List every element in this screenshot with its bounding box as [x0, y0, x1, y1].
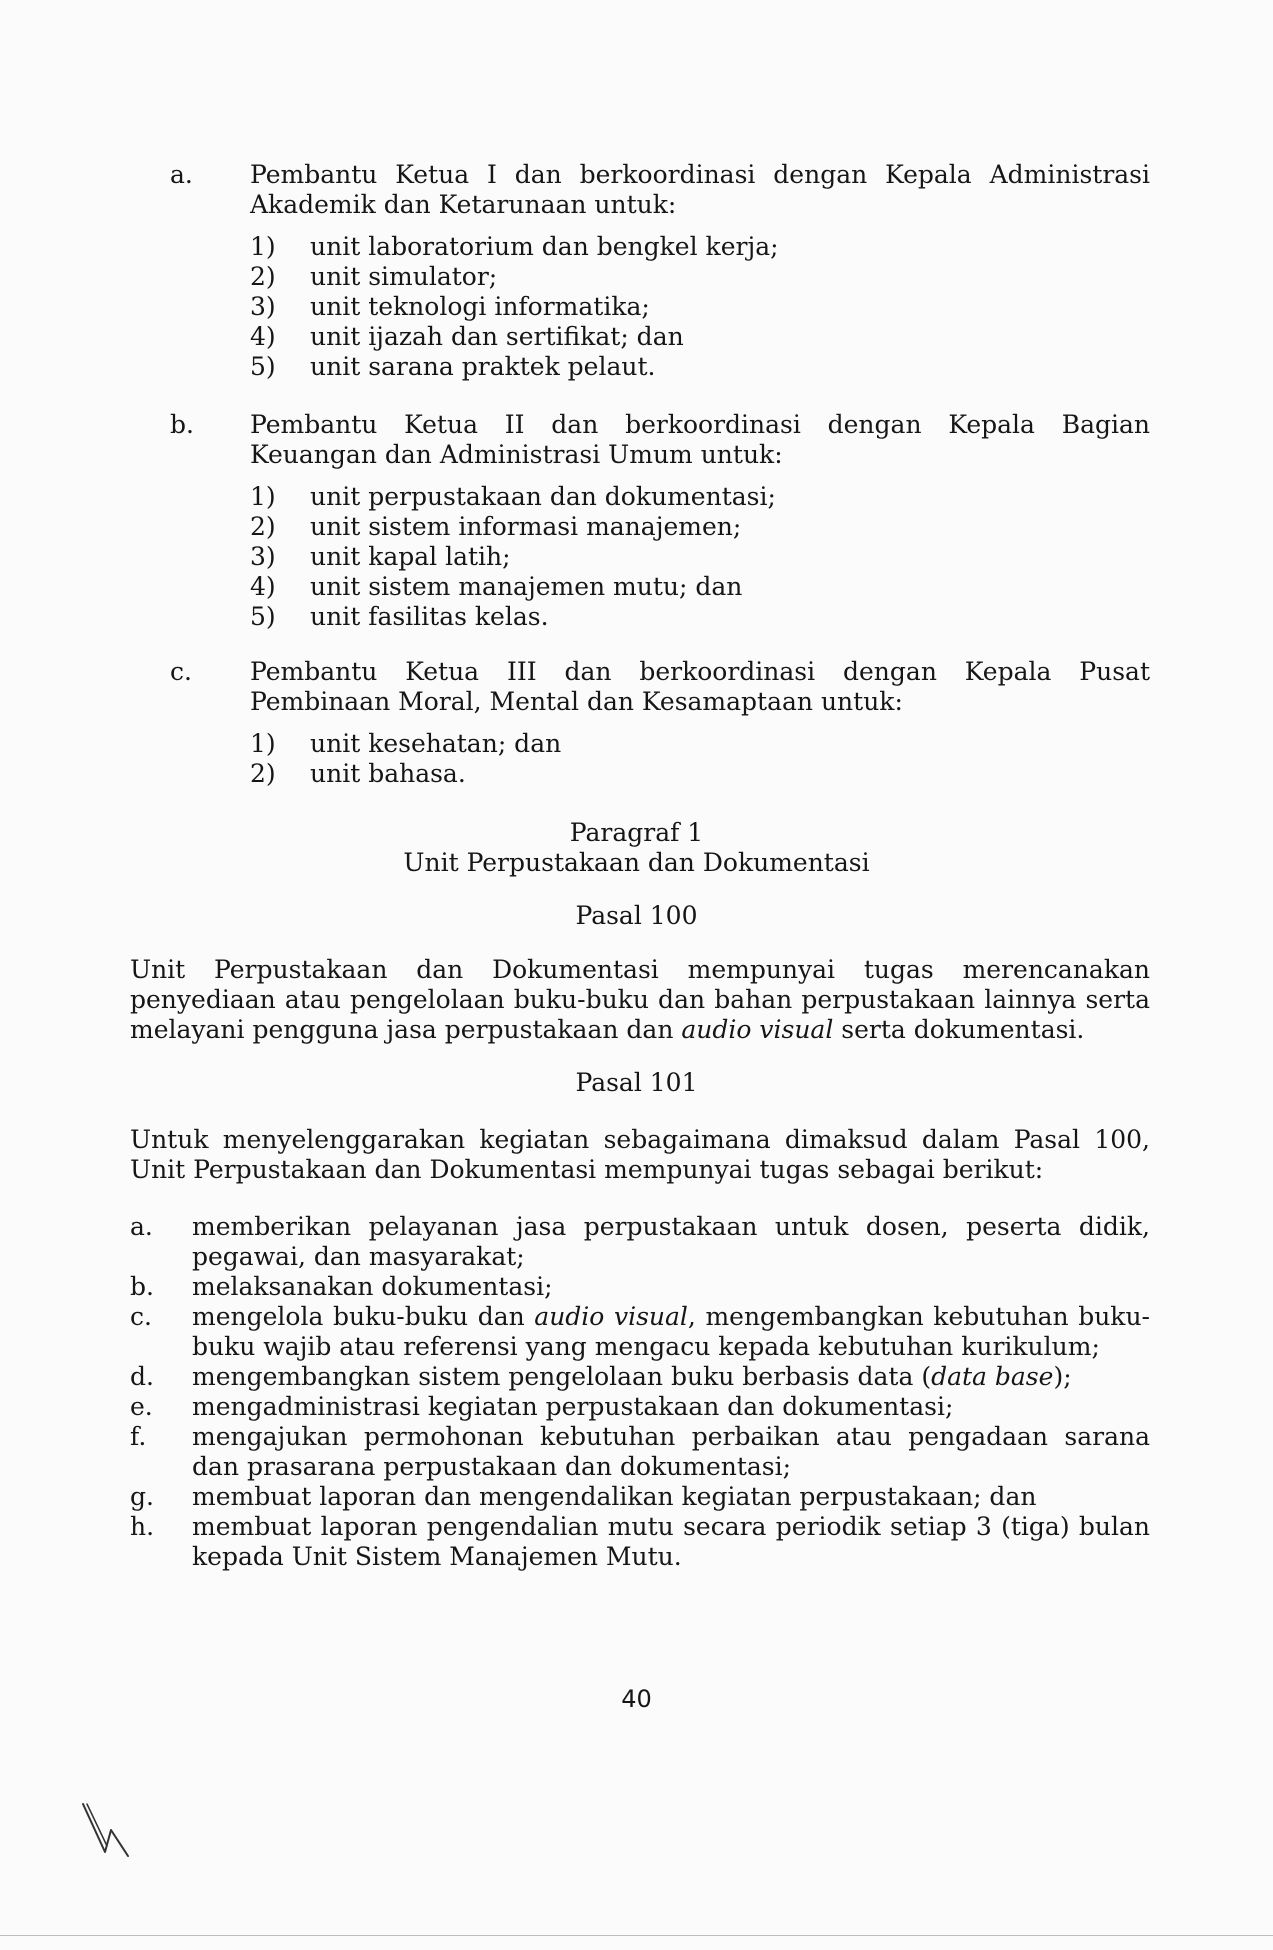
list-item — [130, 1212, 1150, 1272]
paragraf-heading: Paragraf 1 — [569, 818, 704, 847]
item-text: unit simulator; — [310, 262, 498, 291]
pasal-101-heading: Pasal 101 — [575, 1068, 698, 1097]
list-item — [130, 1482, 1150, 1512]
item-text: membuat laporan dan mengendalikan kegiatan perpustakaan; dan — [192, 1482, 1037, 1511]
list-item — [250, 542, 1150, 572]
item-text: unit fasilitas kelas. — [310, 602, 549, 631]
unit-list — [250, 232, 1150, 382]
list-item — [250, 729, 1150, 759]
item-text-part: ); — [1053, 1362, 1072, 1391]
item-letter: f. — [130, 1422, 147, 1451]
item-text: melaksanakan dokumentasi; — [192, 1272, 553, 1301]
item-text-part: , mengembangkan kebutuhan buku-buku wajib atau referensi yang mengacu kepada kebutuhan kurikulum; — [192, 1302, 1151, 1361]
section-label: c. — [170, 657, 192, 686]
item-text: mengajukan permohonan kebutuhan perbaikan atau pengadaan sarana dan prasarana perpustakaan dan dokumentasi; — [192, 1422, 1150, 1481]
item-number: 2) — [250, 759, 276, 788]
paragraf-title: Unit Perpustakaan dan Dokumentasi — [403, 848, 870, 877]
item-text: unit laboratorium dan bengkel kerja; — [310, 232, 779, 261]
list-item — [250, 759, 1150, 789]
item-text: unit teknologi informatika; — [310, 292, 650, 321]
item-number: 3) — [250, 542, 276, 571]
unit-list — [250, 482, 1150, 632]
pasal-101-intro: Untuk menyelenggarakan kegiatan sebagaimana dimaksud dalam Pasal 100, Unit Perpustakaan dan Dokumentasi mempunyai tugas sebagai berikut: — [130, 1125, 1150, 1184]
pasal-100-heading: Pasal 100 — [575, 901, 698, 930]
item-letter: c. — [130, 1302, 152, 1331]
item-text-italic: data base — [931, 1362, 1054, 1391]
item-letter: a. — [130, 1212, 153, 1241]
item-text: unit sarana praktek pelaut. — [310, 352, 656, 381]
pasal-100-text-part: Unit Perpustakaan dan Dokumentasi mempunyai tugas merencanakan penyediaan atau pengelolaan buku-buku dan bahan perpustakaan lainnya serta melayani pengguna jasa perpustakaan dan — [130, 955, 1150, 1044]
list-item — [250, 292, 1150, 322]
pasal-100-text-italic: audio visual — [681, 1015, 834, 1044]
list-item — [250, 572, 1150, 602]
list-item — [130, 1422, 1150, 1482]
item-letter: b. — [130, 1272, 154, 1301]
item-text: unit sistem informasi manajemen; — [310, 512, 742, 541]
item-letter: g. — [130, 1482, 154, 1511]
list-item — [250, 352, 1150, 382]
section-b — [170, 410, 1150, 632]
item-text: unit kesehatan; dan — [310, 729, 562, 758]
list-item — [250, 322, 1150, 352]
list-item — [250, 262, 1150, 292]
item-text: unit perpustakaan dan dokumentasi; — [310, 482, 776, 511]
page-number: 40 — [621, 1685, 652, 1713]
footer-divider — [0, 1935, 1273, 1936]
item-text-italic: audio visual — [534, 1302, 688, 1331]
section-label: b. — [170, 410, 194, 439]
list-item — [130, 1362, 1150, 1392]
list-item — [250, 602, 1150, 632]
item-number: 5) — [250, 602, 276, 631]
item-letter: h. — [130, 1512, 155, 1541]
unit-list — [250, 729, 1150, 789]
section-intro: Pembantu Ketua II dan berkoordinasi dengan Kepala Bagian Keuangan dan Administrasi Umum untuk: — [250, 410, 1150, 469]
list-item — [130, 1392, 1150, 1422]
item-number: 1) — [250, 482, 276, 511]
item-text-part: mengembangkan sistem pengelolaan buku berbasis data ( — [192, 1362, 932, 1391]
section-c — [170, 657, 1150, 789]
section-a — [170, 160, 1150, 382]
list-item — [130, 1512, 1150, 1572]
list-item — [130, 1272, 1150, 1302]
item-number: 1) — [250, 232, 276, 261]
item-text: unit bahasa. — [310, 759, 466, 788]
item-number: 2) — [250, 262, 276, 291]
item-text-part: mengelola buku-buku dan — [192, 1302, 535, 1331]
item-number: 1) — [250, 729, 276, 758]
item-number: 5) — [250, 352, 276, 381]
item-text: membuat laporan pengendalian mutu secara periodik setiap 3 (tiga) bulan kepada Unit Sistem Manajemen Mutu. — [192, 1512, 1150, 1571]
item-text: memberikan pelayanan jasa perpustakaan untuk dosen, peserta didik, pegawai, dan masyarakat; — [192, 1212, 1150, 1271]
pasal-100-text-part: serta dokumentasi. — [833, 1015, 1085, 1044]
handwritten-initial-icon — [78, 1800, 138, 1860]
list-item — [250, 232, 1150, 262]
section-label: a. — [170, 160, 193, 189]
item-text: unit sistem manajemen mutu; dan — [310, 572, 743, 601]
section-intro: Pembantu Ketua III dan berkoordinasi dengan Kepala Pusat Pembinaan Moral, Mental dan Kesamaptaan untuk: — [250, 657, 1150, 716]
item-text: mengadministrasi kegiatan perpustakaan dan dokumentasi; — [192, 1392, 954, 1421]
section-intro: Pembantu Ketua I dan berkoordinasi dengan Kepala Administrasi Akademik dan Ketarunaan untuk: — [250, 160, 1150, 219]
item-letter: d. — [130, 1362, 154, 1391]
list-item — [250, 482, 1150, 512]
item-text: unit kapal latih; — [310, 542, 511, 571]
pasal-100-text — [130, 955, 1150, 1045]
item-letter: e. — [130, 1392, 153, 1421]
pasal-101-task-list — [130, 1212, 1150, 1572]
list-item — [250, 512, 1150, 542]
list-item — [130, 1302, 1150, 1362]
item-number: 2) — [250, 512, 276, 541]
item-number: 3) — [250, 292, 276, 321]
item-number: 4) — [250, 572, 276, 601]
item-number: 4) — [250, 322, 276, 351]
item-text: unit ijazah dan sertifikat; dan — [310, 322, 684, 351]
